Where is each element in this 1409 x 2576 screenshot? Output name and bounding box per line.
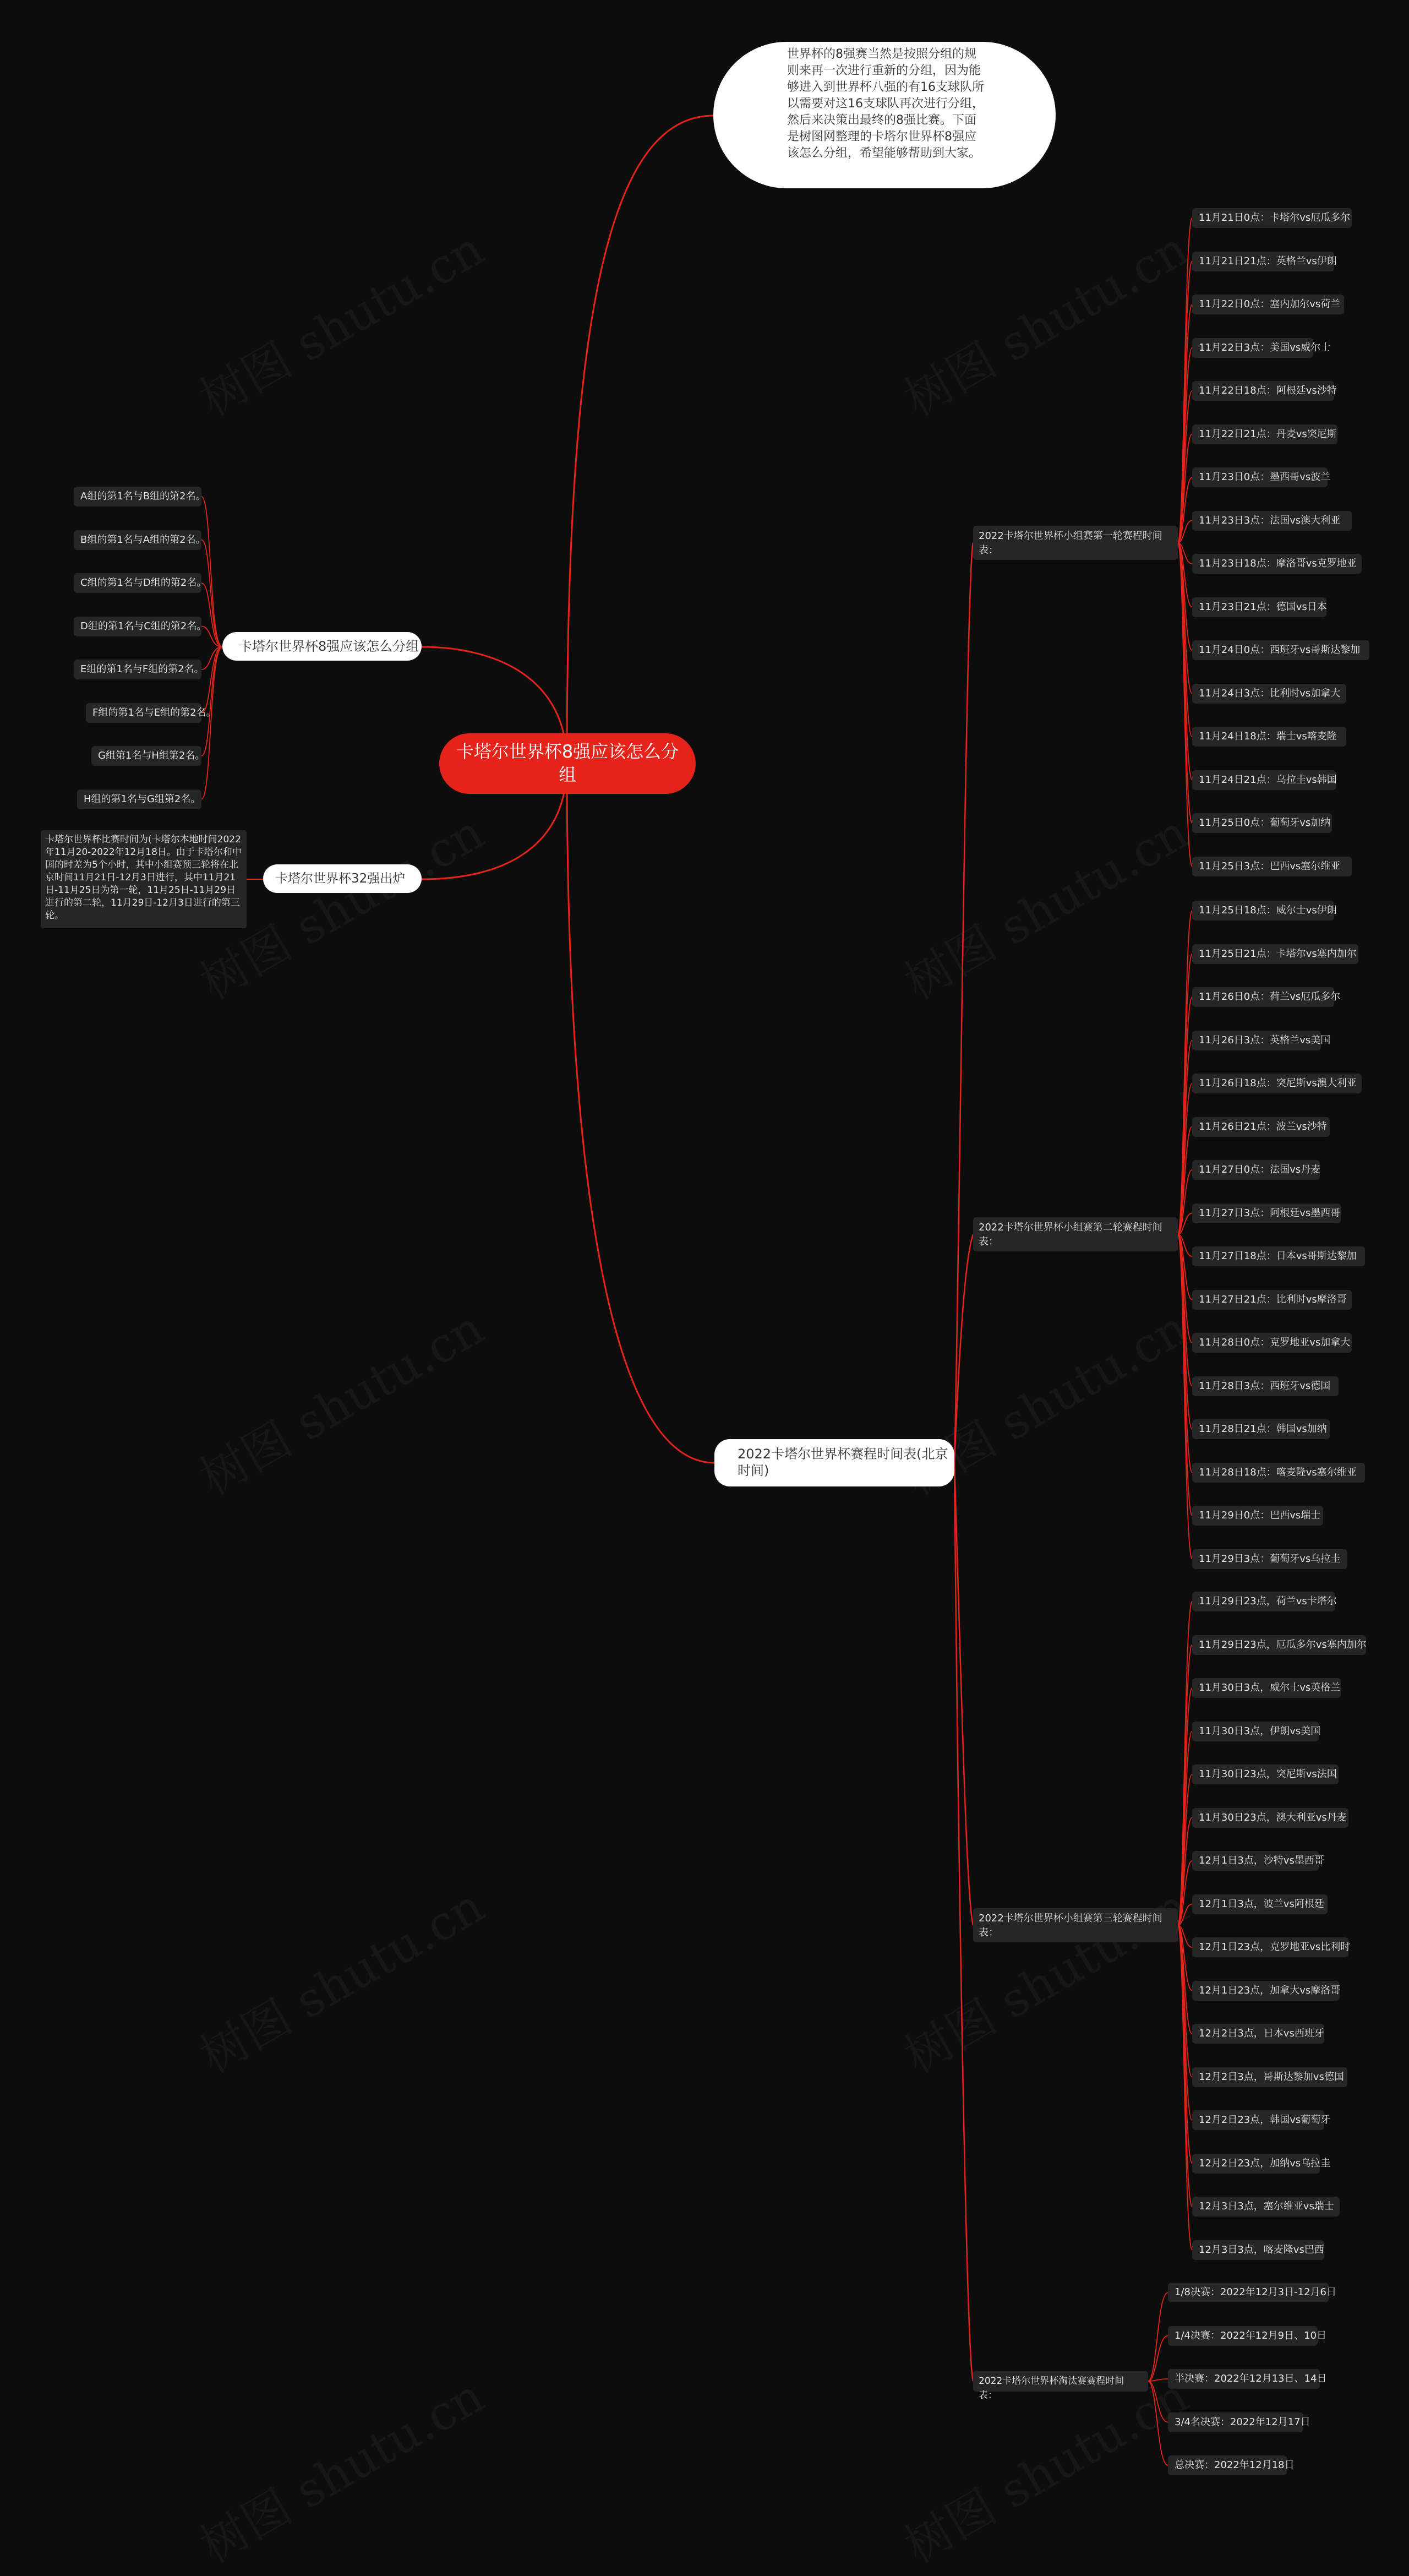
- round3-match-item[interactable]: 12月2日3点，哥斯达黎加vs德国: [1192, 2067, 1347, 2087]
- round3-match-item[interactable]: 11月30日3点，威尔士vs英格兰: [1192, 1678, 1341, 1698]
- link-schedule-round1: [954, 543, 973, 1463]
- root-node[interactable]: 卡塔尔世界杯8强应该怎么分组: [439, 733, 696, 794]
- round2-match-item[interactable]: 11月28日3点：西班牙vs德国: [1192, 1376, 1339, 1396]
- round3-match-item[interactable]: 12月3日3点，喀麦隆vs巴西: [1192, 2240, 1324, 2260]
- link-root-schedule: [567, 764, 714, 1463]
- round1-match-item[interactable]: 11月25日0点：葡萄牙vs加纳: [1192, 813, 1332, 833]
- intro-node[interactable]: 世界杯的8强赛当然是按照分组的规则来再一次进行重新的分组，因为能够进入到世界杯八强的有16支球队所以需要对这16支球队再次进行分组，然后来决策出最终的8强比赛。下面是树图网整理的卡塔尔世界杯8强应该怎么分组，希望能够帮助到大家。: [713, 42, 1056, 188]
- round1-match-item[interactable]: 11月23日18点：摩洛哥vs克罗地亚: [1192, 554, 1362, 574]
- round1-match-item[interactable]: 11月23日3点：法国vs澳大利亚: [1192, 511, 1352, 531]
- round3-match-item[interactable]: 12月1日3点，沙特vs墨西哥: [1192, 1851, 1319, 1871]
- knockout-match-item[interactable]: 半决赛：2022年12月13日、14日: [1168, 2369, 1320, 2389]
- link-knockout-match: [1148, 2336, 1168, 2382]
- round3-match-item[interactable]: 12月2日23点，韩国vs葡萄牙: [1192, 2110, 1324, 2130]
- knockout-match-item[interactable]: 1/8决赛：2022年12月3日-12月6日: [1168, 2283, 1329, 2302]
- round1-match-item[interactable]: 11月23日0点：墨西哥vs波兰: [1192, 467, 1328, 487]
- group-rule-item[interactable]: E组的第1名与F组的第2名。: [74, 660, 201, 679]
- round3-match-item[interactable]: 11月30日23点，澳大利亚vs丹麦: [1192, 1808, 1348, 1828]
- knockout-match-item[interactable]: 1/4决赛：2022年12月9日、10日: [1168, 2326, 1318, 2346]
- group-rule-item[interactable]: B组的第1名与A组的第2名。: [74, 530, 201, 550]
- round1-header[interactable]: 2022卡塔尔世界杯小组赛第一轮赛程时间表：: [973, 526, 1178, 560]
- round2-match-item[interactable]: 11月26日0点：荷兰vs厄瓜多尔: [1192, 987, 1334, 1007]
- round3-match-item[interactable]: 11月29日23点，厄瓜多尔vs塞内加尔: [1192, 1635, 1366, 1655]
- round1-match-item[interactable]: 11月24日0点：西班牙vs哥斯达黎加: [1192, 640, 1369, 660]
- round3-match-item[interactable]: 12月1日23点，克罗地亚vs比利时: [1192, 1937, 1348, 1957]
- round2-match-item[interactable]: 11月25日18点：威尔士vs伊朗: [1192, 901, 1334, 921]
- round1-match-item[interactable]: 11月24日21点：乌拉圭vs韩国: [1192, 770, 1336, 790]
- round3-match-item[interactable]: 12月2日23点，加纳vs乌拉圭: [1192, 2154, 1320, 2174]
- round3-match-item[interactable]: 12月3日3点，塞尔维亚vs瑞士: [1192, 2197, 1340, 2216]
- group-rule-item[interactable]: H组的第1名与G组第2名。: [77, 789, 201, 809]
- round1-match-item[interactable]: 11月23日21点：德国vs日本: [1192, 597, 1326, 617]
- round1-match-item[interactable]: 11月25日3点：巴西vs塞尔维亚: [1192, 857, 1352, 876]
- round2-match-item[interactable]: 11月27日21点：比利时vs摩洛哥: [1192, 1290, 1352, 1310]
- group-rule-item[interactable]: G组第1名与H组第2名。: [91, 746, 201, 766]
- round1-match-item[interactable]: 11月22日3点：美国vs威尔士: [1192, 338, 1313, 358]
- round2-match-item[interactable]: 11月29日3点：葡萄牙vs乌拉圭: [1192, 1549, 1347, 1569]
- link-schedule-knockout: [954, 1463, 973, 2381]
- round3-header[interactable]: 2022卡塔尔世界杯小组赛第三轮赛程时间表：: [973, 1908, 1178, 1942]
- round32-note[interactable]: 卡塔尔世界杯比赛时间为(卡塔尔本地时间2022年11月20-2022年12月18日。由于卡塔尔和中国的时差为5个小时，其中小组赛预三轮将在北京时间11月21日-12月3日进行，其中11月21日-11月25日为第一轮，11月25日-11月29日进行的第二轮，11月29日-12月3日进行的第三轮。: [41, 830, 247, 928]
- round2-match-item[interactable]: 11月26日18点：突尼斯vs澳大利亚: [1192, 1074, 1362, 1093]
- round2-match-item[interactable]: 11月27日0点：法国vs丹麦: [1192, 1160, 1320, 1180]
- round1-match-item[interactable]: 11月22日0点：塞内加尔vs荷兰: [1192, 295, 1344, 314]
- round3-match-item[interactable]: 11月30日3点，伊朗vs美国: [1192, 1722, 1319, 1741]
- round2-match-item[interactable]: 11月27日3点：阿根廷vs墨西哥: [1192, 1203, 1341, 1223]
- round3-match-item[interactable]: 11月30日23点，突尼斯vs法国: [1192, 1764, 1339, 1784]
- round2-header[interactable]: 2022卡塔尔世界杯小组赛第二轮赛程时间表：: [973, 1217, 1178, 1251]
- group-rule-item[interactable]: D组的第1名与C组的第2名。: [74, 617, 201, 636]
- round2-match-item[interactable]: 11月28日21点：韩国vs加纳: [1192, 1419, 1330, 1439]
- knockout-match-item[interactable]: 总决赛：2022年12月18日: [1168, 2455, 1287, 2475]
- round2-match-item[interactable]: 11月28日18点：喀麦隆vs塞尔维亚: [1192, 1463, 1365, 1483]
- round2-match-item[interactable]: 11月28日0点：克罗地亚vs加拿大: [1192, 1333, 1352, 1353]
- round2-match-item[interactable]: 11月26日21点：波兰vs沙特: [1192, 1117, 1330, 1137]
- round1-match-item[interactable]: 11月22日21点：丹麦vs突尼斯: [1192, 424, 1337, 444]
- link-knockout-match: [1148, 2381, 1168, 2465]
- branch-round-of-32[interactable]: 卡塔尔世界杯32强出炉: [263, 864, 422, 893]
- round1-match-item[interactable]: 11月24日3点：比利时vs加拿大: [1192, 684, 1346, 704]
- round2-match-item[interactable]: 11月29日0点：巴西vs瑞士: [1192, 1506, 1323, 1526]
- round1-match-item[interactable]: 11月21日0点：卡塔尔vs厄瓜多尔: [1192, 208, 1352, 228]
- round3-match-item[interactable]: 11月29日23点，荷兰vs卡塔尔: [1192, 1592, 1335, 1611]
- round1-match-item[interactable]: 11月21日21点：英格兰vs伊朗: [1192, 252, 1334, 271]
- branch-group-rules[interactable]: 卡塔尔世界杯8强应该怎么分组: [222, 632, 422, 661]
- link-root-intro: [567, 116, 713, 764]
- round2-match-item[interactable]: 11月26日3点：英格兰vs美国: [1192, 1031, 1321, 1050]
- branch-schedule[interactable]: 2022卡塔尔世界杯赛程时间表(北京时间): [714, 1439, 954, 1486]
- round3-match-item[interactable]: 12月2日3点，日本vs西班牙: [1192, 2024, 1324, 2044]
- round3-match-item[interactable]: 12月1日23点，加拿大vs摩洛哥: [1192, 1981, 1340, 2001]
- group-rule-item[interactable]: A组的第1名与B组的第2名。: [74, 487, 201, 507]
- round1-match-item[interactable]: 11月24日18点：瑞士vs喀麦隆: [1192, 727, 1346, 747]
- round2-match-item[interactable]: 11月27日18点：日本vs哥斯达黎加: [1192, 1246, 1365, 1266]
- round2-match-item[interactable]: 11月25日21点：卡塔尔vs塞内加尔: [1192, 944, 1358, 964]
- group-rule-item[interactable]: F组的第1名与E组的第2名。: [86, 703, 201, 723]
- knockout-header[interactable]: 2022卡塔尔世界杯淘汰赛赛程时间表：: [973, 2371, 1148, 2392]
- round3-match-item[interactable]: 12月1日3点，波兰vs阿根廷: [1192, 1894, 1328, 1914]
- group-rule-item[interactable]: C组的第1名与D组的第2名。: [74, 573, 201, 593]
- link-knockout-match: [1148, 2381, 1168, 2422]
- knockout-match-item[interactable]: 3/4名决赛：2022年12月17日: [1168, 2412, 1303, 2432]
- round1-match-item[interactable]: 11月22日18点：阿根廷vs沙特: [1192, 381, 1334, 401]
